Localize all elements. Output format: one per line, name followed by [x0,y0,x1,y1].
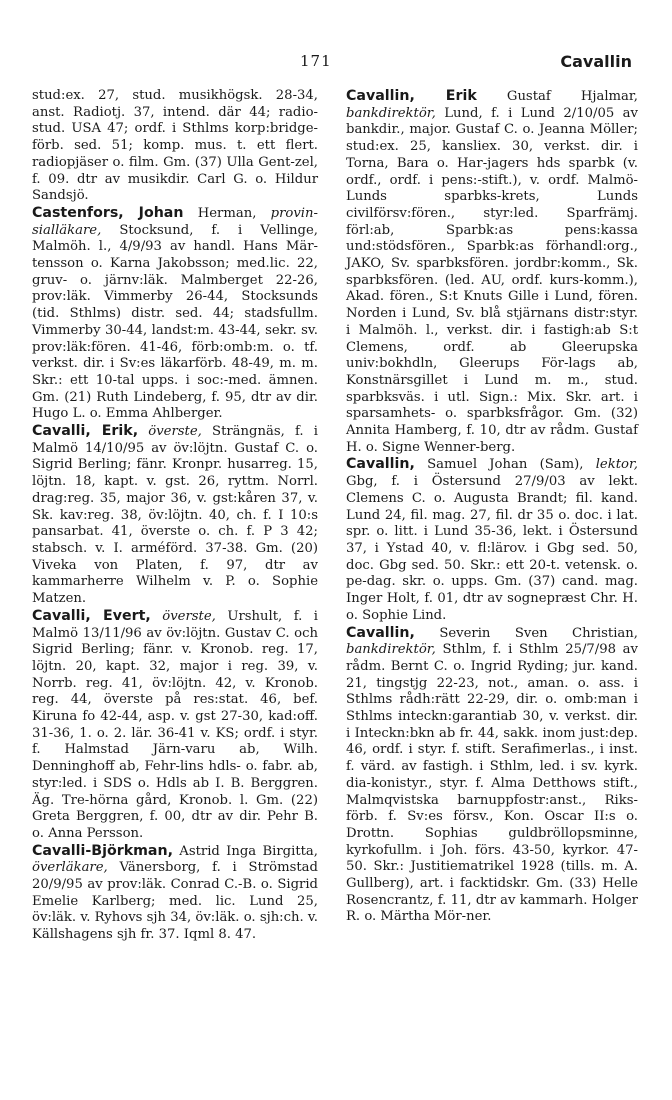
entry-title: lektor, [595,457,638,473]
entry-text: Gbg, f. i Östersund 27/9/03 av lekt. Clemens C. o. Augusta Brandt; fil. kand. Lund 24, fil. mag. 27, fil. dr 35 o. doc. i lat. spr. o. litt. i Lund 35-36, lekt. i Östersund 37, i Ystad 40, v. fl:lärov. i Gbg sed. 50, doc. Gbg sed. 50. Skr.: ett 20-t. vetensk. o. pe-dag. skr. o. upps. Gm. (37) cand. mag. Inger Holt, f. 01, dtr av sognepræst Chr. H. o. Sophie Lind. [346,474,638,623]
entry-cavallin-erik [346,88,638,456]
entry-text: Lund, f. i Lund 2/10/05 av bankdir., major. Gustaf C. o. Jeanna Möller; stud:ex. 25, kansliex. 30, verkst. dir. i Torna, Bara o. Har-jagers hds sparbk (v. ordf., ordf. i pens:-stift.), v. ordf. Malmö-Lunds sparbks-krets, Lunds civilförsv:fören., styr:led. Sparfrämj. förl:ab, Sparbk:as pens:kassa und:stödsfören., Sparbk:as förhandl:org., JAKO, Sv. sparbksfören. jordbr:komm., Sk. sparbksfören. (led. AU, ordf. kurs-komm.), Akad. fören., S:t Knuts Gille i Lund, fören. Norden i Lund, Sv. blå stjärnans distr:styr. i Malmöh. l., verkst. dir. i fastigh:ab S:t Clemens, ordf. ab Gleerupska univ:bokhdln, Gleerups För-lags ab, Konstnärsgillet i Lund m. m., stud. sparbksväs. i utl. Sign.: Mix. Skr. art. i sparsamhets- o. sparbksfrågor. Gm. (32) Annita Hamberg, f. 10, dtr av rådm. Gustaf H. o. Signe Wenner-berg. [346,105,638,455]
entry-surname: Cavallin, [346,624,415,641]
entry-names: Severin Sven Christian, [439,625,638,641]
entry-surname: Cavallin, Erik [346,88,477,104]
entry-names: Gustaf Hjalmar, [506,89,638,104]
entry-names: Samuel Johan (Sam), [427,457,584,473]
entry-text: Strängnäs, f. i Malmö 14/10/95 av öv:löjtn. Gustaf C. o. Sigrid Berling; fänr. Kronpr. husarreg. 15, löjtn. 18, kapt. v. gst. 26, ryttm. Norrl. drag:reg. 35, major 36, v. gst:kåren 37, v. Sk. kav:reg. 38, öv:löjtn. 40, ch. f. I 10:s pansarbat. 41, överste o. ch. f. P 3 42; stabsch. v. I. arméförd. 37-38. Gm. (20) Viveka von Platen, f. 97, dtr av kammarherre Wilhelm v. P. o. Sophie Matzen. [32,424,318,607]
entry-title: överläkare, [32,860,108,876]
entry-text: Urshult, f. i Malmö 13/11/96 av öv:löjtn. Gustav C. och Sigrid Berling; fänr. v. Kronob. reg. 17, löjtn. 20, kapt. 32, major i reg. 39, v. Norrb. reg. 41, öv:löjtn. 42, v. Kronob. reg. 44, överste på res:stat. 46, bef. Kiruna fo 42-44, asp. v. gst 27-30, kad:off. 31-36, 1. o. 2. lär. 36-41 v. KS; ordf. i styr. f. Halmstad Järn-varu ab, Wilh. Denninghoff ab, Fehr-lins hdls- o. fabr. ab, styr:led. i SDS o. Hdls ab I. B. Berggren. Äg. Tre-hörna gård, Kronob. l. Gm. (22) Greta Berggren, f. 00, dtr av dir. Pehr B. o. Anna Persson. [32,608,319,841]
entry-surname: Cavallin, [346,456,415,473]
entry-castenfors [32,205,318,423]
entry-title: överste, [162,608,216,624]
page-header [0,52,672,78]
entry-surname: Cavalli, Evert, [32,607,151,624]
entry-surname: Cavalli, Erik, [32,423,139,440]
entry-title: bankdirektör, [346,105,436,121]
entry-cavalli-bjorkman [32,843,318,944]
entry-names: Astrid Inga Birgitta, [179,843,318,859]
entry-text: Vänersborg, f. i Strömstad 20/9/95 av prov:läk. Conrad C.-B. o. Sigrid Emelie Karlberg; med. lic. Lund 25, öv:läk. v. Ryhovs sjh 34, öv:läk. o. sjh:ch. v. Källshagens sjh fr. 37. Iqml 8. 47. [32,860,318,943]
page-number: 171 [300,52,332,70]
entry-cavalli-erik [32,423,318,608]
continuation-text: stud:ex. 27, stud. musikhögsk. 28-34, anst. Radiotj. 37, intend. där 44; radio-stud. USA 47; ordf. i Sthlms korp:bridge-förb. sed. 51; komp. mus. t. ett flert. radiopjäser o. film. Gm. (37) Ulla Gent-zel, f. 09. dtr av musikdir. Carl G. o. Hildur Sandsjö. [32,88,318,204]
running-head: Cavallin [560,52,632,71]
entry-text: Sthlm, f. i Sthlm 25/7/98 av rådm. Bernt C. o. Ingrid Ryding; jur. kand. 21, tingstjg 22-23, not., aman. o. ass. i Sthlms rådh:rätt 22-29, dir. o. omb:man i Sthlms inteckn:garantiab 30, v. verkst. dir. i Inteckn:bkn ab fr. 44, sakk. inom just:dep. 46, ordf. i styr. f. stift. Serafimerlas., i inst. f. värd. av fastigh. i Sthlm, led. i sv. kyrk. dia-konistyr., styr. f. Alma Detthows stift., Malmqvistska barnuppfostr:anst., Riks-förb. f. Sv:es försv., Kon. Oscar II:s o. Drottn. Sophias guldbröllopsminne, kyrkofullm. i Joh. förs. 43-50, kyrkor. 47-50. Skr.: Justitiematrikel 1928 (tills. m. A. Gullberg), art. i facktidskr. Gm. (33) Helle Rosencrantz, f. 11, dtr av kammarh. Holger R. o. Märtha Mör-ner. [346,642,638,925]
entry-title: provin-sialläkare, [32,205,318,238]
entry-title: överste, [148,424,202,440]
entry-cavalli-evert [32,608,318,843]
entry-surname: Castenfors, Johan [32,204,184,221]
entry-cavallin-samuel [346,456,638,624]
entry-title: bankdirektör, [346,642,436,658]
entry-cavallin-severin [346,625,638,927]
entry-names: Herman, [197,205,257,221]
entry-surname: Cavalli-Björkman, [32,842,173,859]
left-column [32,88,318,944]
right-column [346,88,638,926]
entry-text: Stocksund, f. i Vellinge, Malmöh. l., 4/9/93 av handl. Hans Mär-tensson o. Karna Jakobsson; med.lic. 22, gruv- o. järnv:läk. Malmberget 22-26, prov:läk. Vimmerby 26-44, Stocksunds (tid. Sthlms) distr. sed. 44; stadsfullm. Vimmerby 30-44, landst:m. 43-44, sekr. sv. prov:läk:fören. 41-46, förb:omb:m. o. tf. verkst. dir. i Sv:es läkarförb. 48-49, m. m. Skr.: ett 10-tal upps. i soc:-med. ämnen. Gm. (21) Ruth Lindeberg, f. 95, dtr av dir. Hugo L. o. Emma Ahlberger. [32,222,318,422]
